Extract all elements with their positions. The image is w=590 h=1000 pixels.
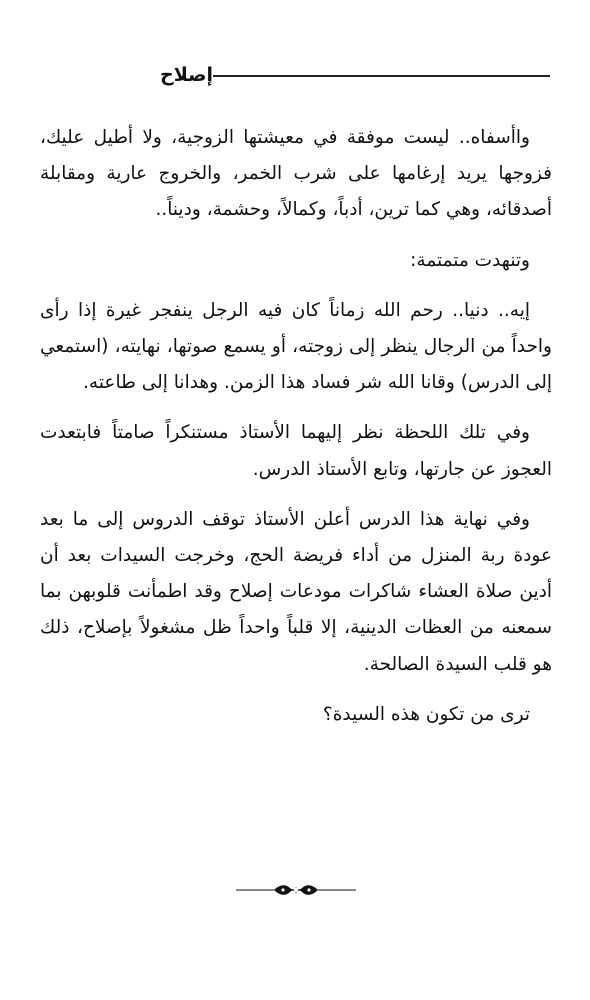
running-header: [150, 58, 550, 92]
paragraph: إيه.. دنيا.. رحم الله زماناً كان فيه الرجل ينفجر غيرة إذا رأى واحداً من الرجال ينظر إلى زوجته، أو يسمع صوتها، نهايته، (استمعي إلى الدرس) وقانا الله شر فساد هذا الزمن. وهدانا إلى طاعته.: [40, 299, 552, 394]
paragraph: ترى من تكون هذه السيدة؟: [322, 703, 530, 725]
chapter-title: إصلاح: [160, 64, 213, 86]
paragraph: وفي نهاية هذا الدرس أعلن الأستاذ توقف الدروس إلى ما بعد عودة ربة المنزل من أداء فريضة الحج، وخرجت السيدات بعد أن أدين صلاة العشاء شاكرات مودعات إصلاح وقد اطمأنت قلوبهن بما سمعنه من العظات الدينية، إلا قلباً واحداً ظل مشغولاً بإصلاح، ذلك هو قلب السيدة الصالحة.: [40, 508, 552, 675]
paragraph: واأسفاه.. ليست موفقة في معيشتها الزوجية، ولا أطيل عليك، فزوجها يريد إرغامها على شرب الخمر، والخروج عارية ومقابلة أصدقائه، وهي كما ترين، أدباً، وكمالاً، وحشمة، وديناً..: [40, 127, 552, 221]
header-rule: [213, 75, 550, 77]
flourish-divider-icon: [236, 878, 356, 902]
paragraph: وفي تلك اللحظة نظر إليهما الأستاذ مستنكراً صامتاً فابتعدت العجوز عن جارتها، وتابع الأستاذ الدرس.: [40, 422, 552, 480]
body-text: [40, 120, 552, 747]
paragraph: وتنهدت متمتمة:: [410, 249, 530, 271]
